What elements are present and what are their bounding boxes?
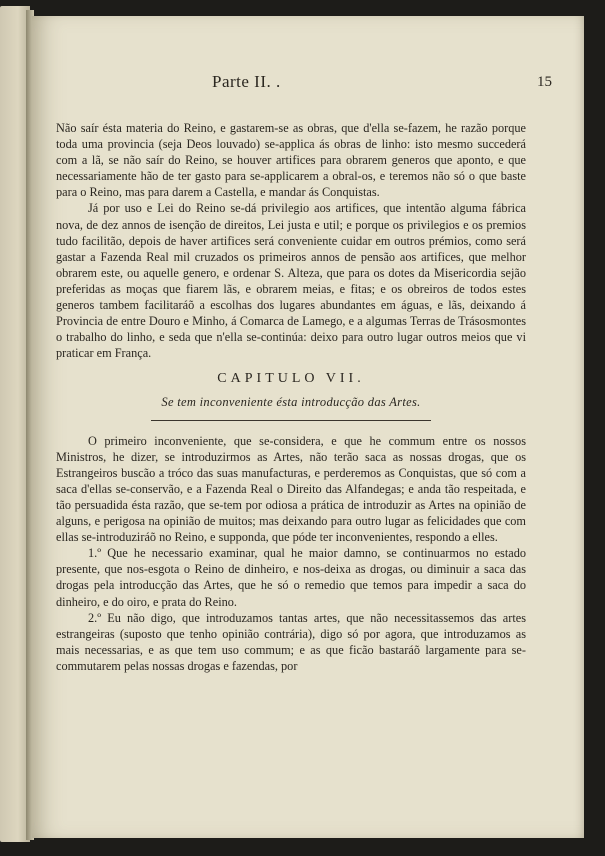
paragraph: O primeiro inconveniente, que se-considera, e que he commum entre os nossos Ministros, he dizer, se introduzirmos as Artes, não terão saca as nossas drogas, que os Estrangeiros buscão a tróco das suas manufacturas, e perderemos as Conquistas, que só com a saca d'ellas se-conservão, e a Fazenda Real o Direito das Alfandegas; e anda tão respeitada, e tão persuadida ésta razão, que se-tem por odiosa a prática de introduzir as Artes na opinião de alguns, e perigosa na opinião de muitos; mas deixando para outro lugar as felicidades que com ellas se-introduziráõ no Reino, e supponda, que póde ter inconvenientes, respondo a elles.: [56, 433, 526, 545]
chapter-subtitle: Se tem inconveniente ésta introducção das Artes.: [161, 394, 421, 409]
paragraph: Já por uso e Lei do Reino se-dá privilegio aos artifices, que intentão alguma fábrica nova, de dez annos de isenção de direitos, Lei justa e util; e porque os privilegios e os premios tudo facilitão, depois de haver artifices será conveniente cuidar em outros prémios, como será gastar a Fazenda Real mil cruzados os primeiros annos de pensão aos artifices, que melhor obrarem este, ou aquelle genero, e ordenar S. Alteza, que para os dotes da Misericordia sejão preferidas as moças que fiarem lãs, e obrarem meias, e fitas; e os obreiros de todos estes generos tambem facilitaráõ a escolhas dos lugares abundantes em águas, e lãs, deixando á Provincia de entre Douro e Minho, á Comarca de Lamego, e a algumas Terras de Trásosmontes o trabalho do linho, e seda que n'ella se-continúa: deixo para outro lugar outros meios que vi praticar em França.: [56, 201, 526, 361]
chapter-heading: CAPITULO VII.: [217, 371, 365, 387]
page-body: [56, 120, 526, 674]
running-title: Parte II. .: [212, 72, 281, 91]
paragraph: 2.º Eu não digo, que introduzamos tantas artes, que não necessitassemos das artes estrangeiras (suposto que tenho opinião contrária), digo só por agora, que introduzamos as mais necessarias, e as que tem uso commum; e as que ficão bastaráõ largamente para se-commutarem pelas nossas drogas e fazendas, por: [56, 610, 526, 673]
divider: [151, 420, 431, 421]
page-number: 15: [537, 74, 552, 90]
paragraph: Não saír ésta materia do Reino, e gastarem-se as obras, que d'ella se-fazem, he razão porque toda uma provincia (seja Deos louvado) se-applica ás obras de linho: isto mesmo succederá com a lã, se não saír do Reino, se houver artifices para obrarem generos que aponto, e que necessariamente hão de ter gasto para se-applicarem a obral-os, e teremos não só o que baste para o Reino, mas para darem a Castella, e mandar ás Conquistas.: [56, 121, 526, 200]
paragraph: 1.º Que he necessario examinar, qual he maior damno, se continuarmos no estado presente, que nos-esgota o Reino de dinheiro, e nos-deixa as drogas, ou diminuir a saca das drogas pela introducção das Artes, que he só o remedio que temos para impedir a saca do dinheiro, e do oiro, e prata do Reino.: [56, 546, 526, 609]
